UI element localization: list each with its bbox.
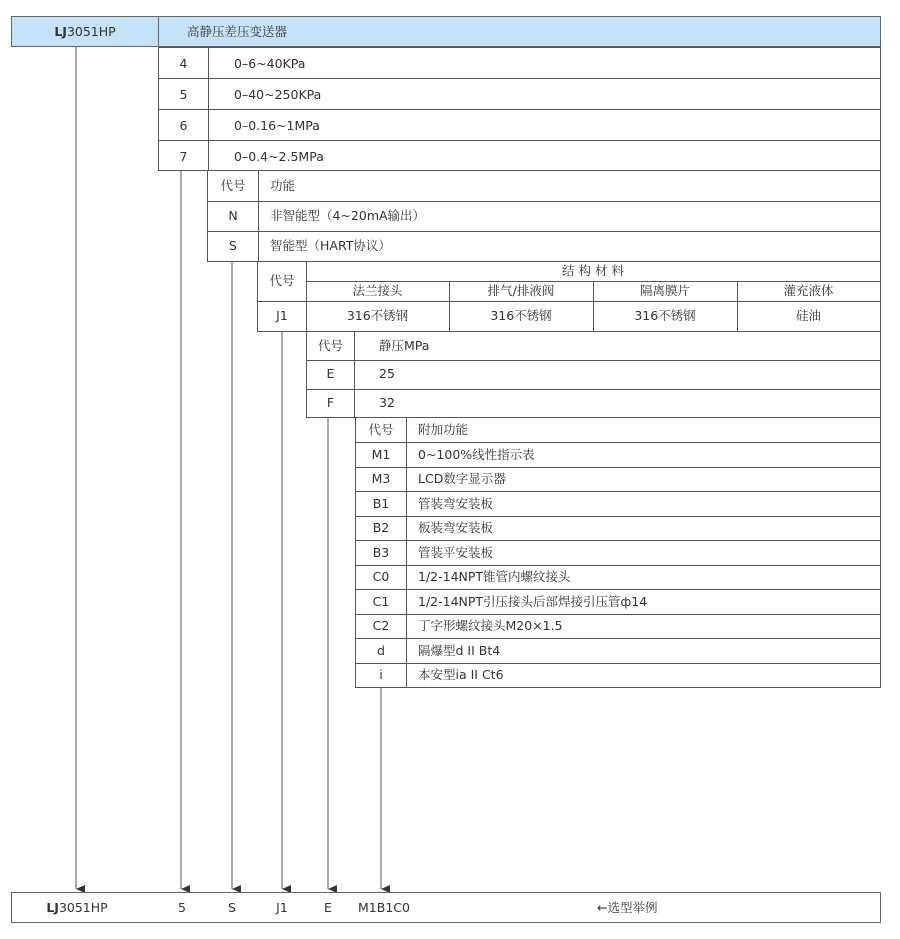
- header-divider: [158, 17, 159, 46]
- function-code: S: [229, 238, 237, 253]
- example-material: J1: [276, 900, 288, 915]
- addon-name: 隔爆型d II Bt4: [418, 643, 501, 658]
- material-group-header: 结 构 材 料: [562, 263, 624, 278]
- addon-name-header: 附加功能: [418, 422, 469, 437]
- addon-code: B3: [372, 545, 390, 560]
- pressure-value: 32: [379, 395, 395, 410]
- example-model-rest: 3051HP: [58, 900, 108, 915]
- addon-code: B1: [372, 496, 390, 511]
- addon-name: 板装弯安装板: [418, 520, 494, 535]
- pressure-value: 25: [379, 366, 395, 381]
- example-label: ←选型举例: [597, 900, 658, 915]
- header-bar: [11, 16, 881, 47]
- example-function: S: [228, 900, 236, 915]
- addon-code: i: [379, 667, 383, 682]
- addon-name: 管装弯安装板: [418, 496, 494, 511]
- material-code: J1: [276, 308, 288, 323]
- material-value: 316不锈钢: [634, 308, 696, 323]
- example-model-prefix: LJ: [46, 900, 59, 915]
- range-value: 0–40~250KPa: [234, 87, 322, 102]
- header-title: 高静压差压变送器: [187, 24, 288, 39]
- pressure-code-header: 代号: [317, 338, 343, 353]
- example-pressure: E: [324, 900, 332, 915]
- pressure-code: F: [326, 395, 335, 410]
- header-model-rest: 3051HP: [66, 24, 116, 39]
- range-value: 0–6~40KPa: [234, 56, 306, 71]
- addon-code: d: [377, 643, 385, 658]
- addon-code: M1: [371, 447, 391, 462]
- addon-name: 0~100%线性指示表: [418, 447, 535, 462]
- addon-name: 本安型ia II Ct6: [418, 667, 504, 682]
- header-model-prefix: LJ: [54, 24, 67, 39]
- addon-code: M3: [371, 471, 391, 486]
- example-model: [12, 902, 142, 915]
- range-value: 0–0.4~2.5MPa: [234, 149, 324, 164]
- range-code: 6: [179, 118, 188, 133]
- addon-code: C2: [372, 618, 390, 633]
- function-name: 非智能型（4~20mA输出）: [270, 208, 426, 223]
- example-bar: [11, 892, 881, 923]
- material-value: 316不锈钢: [346, 308, 409, 323]
- range-code: 4: [179, 56, 188, 71]
- function-name: 智能型（HART协议）: [270, 238, 391, 253]
- addon-code-header: 代号: [368, 422, 394, 437]
- addon-name: 1/2-14NPT锥管内螺纹接头: [418, 569, 571, 584]
- addon-code: C1: [372, 594, 390, 609]
- pressure-name-header: 静压MPa: [379, 338, 430, 353]
- pressure-code: E: [326, 366, 335, 381]
- example-addons: M1B1C0: [358, 900, 410, 915]
- pressure-table: [306, 331, 881, 418]
- material-column-header: 排气/排液阀: [487, 283, 555, 298]
- addon-code: C0: [372, 569, 390, 584]
- function-table: [207, 170, 881, 262]
- addon-name: LCD数字显示器: [418, 471, 506, 486]
- addon-name: 管装平安装板: [418, 545, 494, 560]
- function-name-header: 功能: [270, 178, 296, 193]
- header-model: [12, 26, 158, 39]
- range-value: 0–0.16~1MPa: [234, 118, 320, 133]
- material-table: [257, 261, 881, 332]
- example-range: 5: [178, 900, 186, 915]
- addon-code: B2: [372, 520, 390, 535]
- addon-table: [355, 417, 881, 688]
- material-column-header: 法兰接头: [352, 283, 403, 298]
- function-code-header: 代号: [220, 178, 246, 193]
- material-code-header: 代号: [269, 273, 295, 288]
- function-code: N: [228, 208, 238, 223]
- material-value: 硅油: [795, 308, 821, 323]
- addon-name: 1/2-14NPT引压接头后部焊接引压管ф14: [418, 594, 648, 609]
- addon-name: 丁字形螺纹接头M20×1.5: [418, 618, 563, 633]
- material-value: 316不锈钢: [490, 308, 552, 323]
- material-column-header: 隔离膜片: [639, 283, 690, 298]
- range-code: 5: [179, 87, 188, 102]
- range-table: [158, 47, 881, 171]
- material-column-header: 灌充液体: [783, 283, 834, 298]
- range-code: 7: [179, 149, 188, 164]
